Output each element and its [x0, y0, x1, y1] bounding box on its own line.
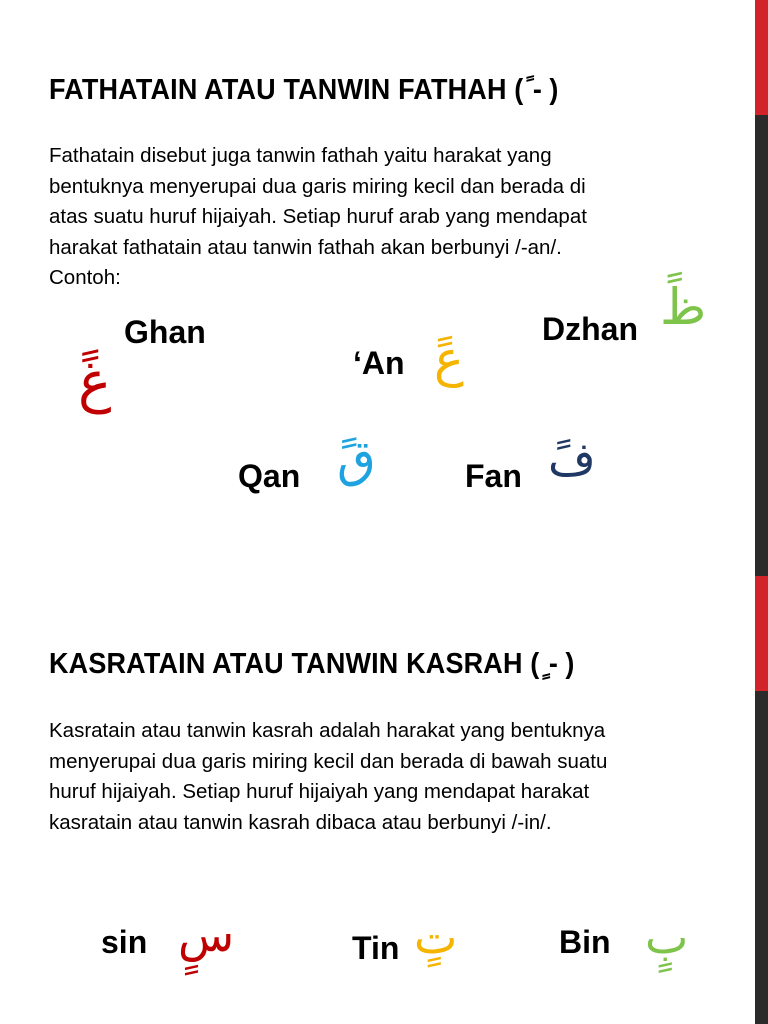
slide-fathatain — [0, 0, 755, 512]
accent-segment-bottom — [755, 576, 768, 691]
arabic-qan: قً — [337, 430, 376, 488]
paragraph-kasratain — [49, 716, 721, 838]
arabic-fan: فً — [548, 432, 596, 486]
latin-sin: sin — [101, 924, 148, 960]
paragraph-line: menyerupai dua garis miring kecil dan berada di bawah suatu — [49, 749, 608, 773]
paragraph-line: kasratain atau tanwin kasrah dibaca atau berbunyi /-in/. — [49, 810, 552, 834]
latin-bin: Bin — [559, 924, 611, 960]
arabic-tin: تٍ — [414, 910, 458, 964]
right-edge-bar — [755, 0, 768, 1024]
paragraph-line: Kasratain atau tanwin kasrah adalah harakat yang bentuknya — [49, 719, 606, 742]
paragraph-line: atas suatu huruf hijaiyah. Setiap huruf arab yang mendapat — [49, 205, 587, 228]
latin-tin: Tin — [352, 930, 400, 966]
accent-segment-top — [755, 0, 768, 115]
heading-kasratain: KASRATAIN ATAU TANWIN KASRAH ( ٍ- ) — [49, 648, 575, 680]
paragraph-line: harakat fathatain atau tanwin fathah akan berbunyi /-an/. — [49, 235, 562, 259]
paragraph-fathatain — [49, 141, 721, 294]
example-label: Contoh: — [49, 266, 121, 289]
latin-dzhan: Dzhan — [542, 311, 638, 347]
paragraph-line: Fathatain disebut juga tanwin fathah yaitu harakat yang — [49, 144, 552, 167]
heading-fathatain: FATHATAIN ATAU TANWIN FATHAH ( ً- ) — [49, 74, 559, 106]
arabic-ghan: غً — [78, 350, 112, 415]
slide-kasratain — [0, 512, 755, 1024]
latin-qan: Qan — [238, 458, 301, 494]
paragraph-line: huruf hijaiyah. Setiap huruf hijaiyah yang mendapat harakat — [49, 780, 590, 803]
arabic-sin: سٍ — [178, 908, 235, 962]
arabic-dzhan: ظً — [660, 278, 707, 336]
paragraph-line: bentuknya menyerupai dua garis miring kecil dan berada di — [49, 174, 586, 198]
arabic-bin: بٍ — [645, 910, 689, 964]
latin-fan: Fan — [465, 458, 522, 494]
latin-an: ‘An — [353, 345, 405, 381]
arabic-an: عً — [434, 330, 464, 388]
latin-ghan: Ghan — [124, 314, 206, 350]
